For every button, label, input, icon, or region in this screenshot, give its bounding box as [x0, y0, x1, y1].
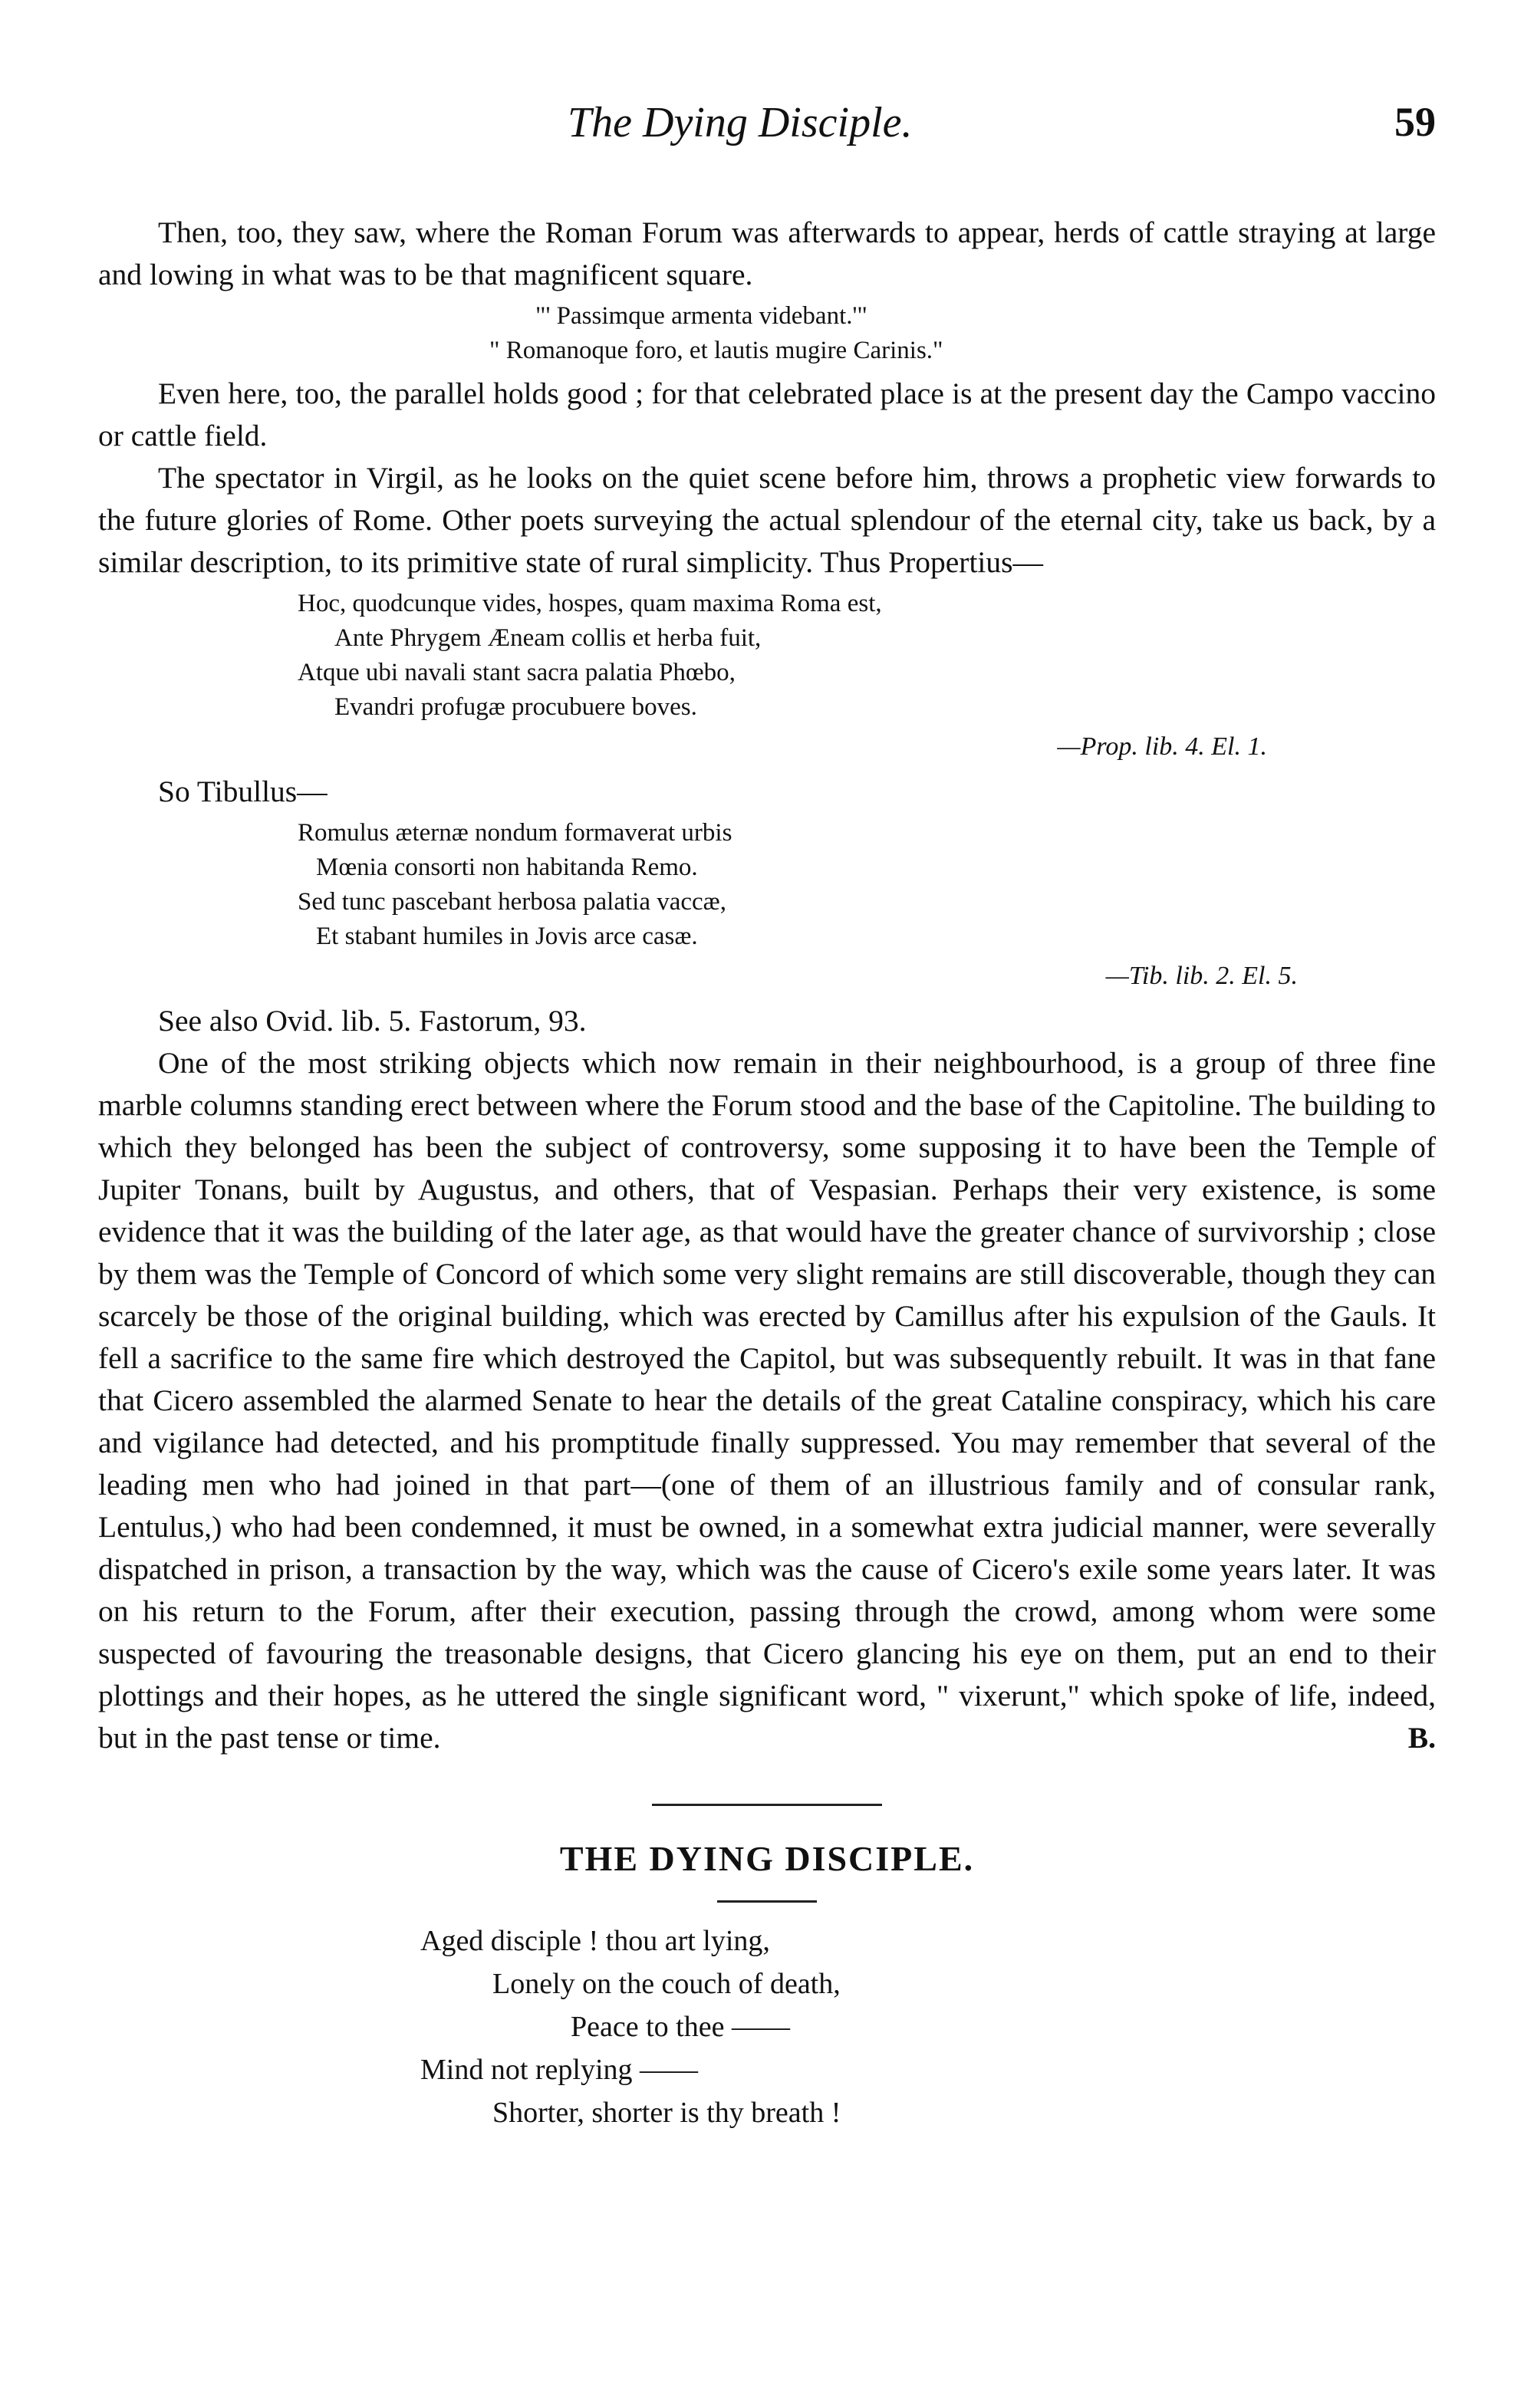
document-page [98, 0, 1436, 2408]
quote-line: Evandri profugæ procubuere boves. [334, 693, 697, 721]
quote-line: Romulus æternæ nondum formaverat urbis [298, 819, 732, 847]
latin-quote-propertius [298, 587, 1436, 725]
latin-quote-tibullus [298, 816, 1436, 954]
quote-line: Hoc, quodcunque vides, hospes, quam maxima Roma est, [298, 590, 882, 617]
quote-line: Et stabant humiles in Jovis arce casæ. [316, 923, 698, 950]
section-divider [652, 1804, 882, 1806]
paragraph-ovid-reference: See also Ovid. lib. 5. Fastorum, 93. [158, 1004, 587, 1038]
paragraph-tibullus-intro: So Tibullus— [158, 775, 328, 808]
poem-title: THE DYING DISCIPLE. [559, 1839, 975, 1878]
page-header [98, 84, 1436, 153]
page-number: 59 [1394, 99, 1436, 145]
poem-line: Lonely on the couch of death, [492, 1968, 841, 2000]
quote-line: Ante Phrygem Æneam collis et herba fuit, [334, 624, 762, 652]
paragraph-campo-vaccino: Even here, too, the parallel holds good ; for that celebrated place is at the present day the Campo vaccino or cattle field. [98, 377, 1436, 452]
quote-line: Mœnia consorti non habitanda Remo. [316, 854, 698, 881]
running-title: The Dying Disciple. [568, 99, 913, 146]
quote-line: " Romanoque foro, et lautis mugire Carinis." [489, 337, 943, 364]
paragraph-propertius-intro: The spectator in Virgil, as he looks on the quiet scene before him, throws a prophetic view forwards to the future glories of Rome. Other poets surveying the actual splendour of the eternal city, take us back, by a similar description, to its primitive state of rural simplicity. Thus Propertius— [98, 461, 1436, 579]
citation-tibullus: —Tib. lib. 2. El. 5. [1105, 962, 1298, 990]
poem-line: Mind not replying —— [420, 2054, 699, 2086]
latin-quote-virgil [489, 299, 1436, 368]
paragraph-temple-columns-text: One of the most striking objects which now remain in their neighbourhood, is a group of three fine marble columns standing erect between where the Forum stood and the base of the Capitoline. The building to which they belonged has been the subject of controversy, some supposing it to have been the Temple of Jupiter Tonans, built by Augustus, and others, that of Vespasian. Perhaps their very existence, is some evidence that it was the building of the later age, as that would have the greater chance of survivorship ; close by them was the Temple of Concord of which some very slight remains are still discoverable, though they can scarcely be those of the original building, which was erected by Camillus after his expulsion of the Gauls. It fell a sacrifice to the same fire which destroyed the Capitol, but was subsequently rebuilt. It was in that fane that Cicero assembled the alarmed Senate to hear the details of the great Cataline conspiracy, which his care and vigilance had detected, and his promptitude finally suppressed. You may remember that several of the leading men who had joined in that part—(one of them of an illustrious family and of consular rank, Lentulus,) who had been condemned, it must be owned, in a somewhat extra judicial manner, were severally dispatched in prison, a transaction by the way, which was the cause of Cicero's exile some years later. It was on his return to the Forum, after their execution, passing through the crowd, among whom were some suspected of favouring the treasonable designs, that Cicero glancing his eye on them, put an end to their plottings and their hopes, as he uttered the single significant word, " vixerunt," which spoke of life, indeed, but in the past tense or time. [98, 1046, 1436, 1755]
paragraph-temple-columns [98, 1042, 1436, 1759]
quote-line: Sed tunc pascebant herbosa palatia vaccæ, [298, 888, 726, 916]
poem-line: Aged disciple ! thou art lying, [420, 1925, 770, 1957]
title-underline [717, 1900, 817, 1903]
poem-stanza [420, 1919, 1436, 2134]
quote-line: Atque ubi navali stant sacra palatia Phœbo, [298, 659, 736, 686]
citation-propertius: —Prop. lib. 4. El. 1. [1057, 732, 1267, 761]
paragraph-forum-cattle: Then, too, they saw, where the Roman Forum was afterwards to appear, herds of cattle straying at large and lowing in what was to be that magnificent square. [98, 215, 1436, 291]
author-signature: B. [1407, 1721, 1436, 1755]
poem-line: Shorter, shorter is thy breath ! [492, 2097, 841, 2129]
poem-line: Peace to thee —— [571, 2011, 790, 2043]
article-body [98, 212, 1436, 2134]
quote-line: "' Passimque armenta videbant.'" [535, 302, 867, 330]
